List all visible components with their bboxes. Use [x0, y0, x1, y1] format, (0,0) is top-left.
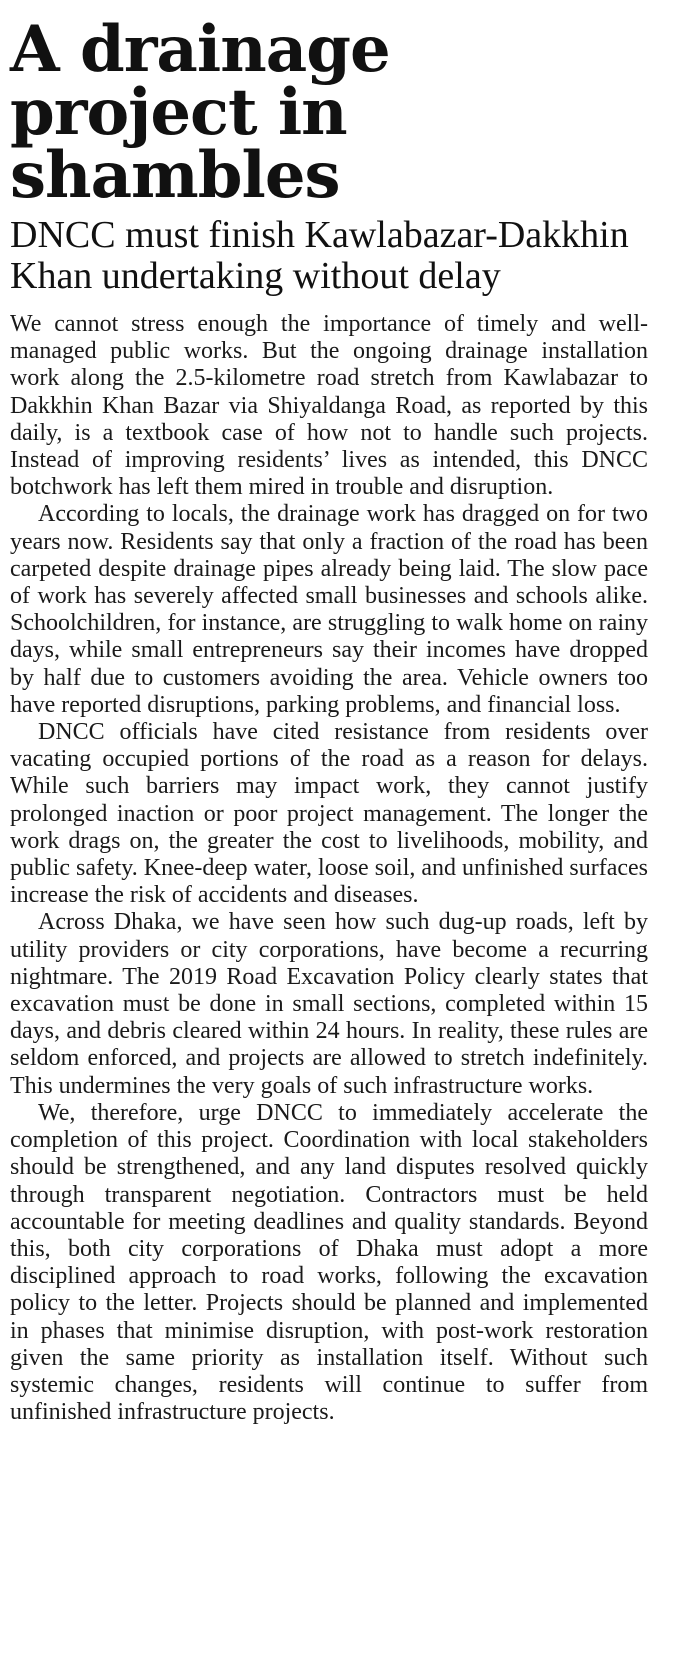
paragraph-3: DNCC officials have cited resistance from residents over vacating occupied portions of the road as a reason for delays. While such barriers may impact work, they cannot justify prolonged inaction or poor project management. The longer the work drags on, the greater the cost to livelihoods, mobility, and public safety. Knee-deep water, loose soil, and unfinished surfaces increase the risk of accidents and diseases. [10, 719, 648, 909]
paragraph-1: We cannot stress enough the importance of timely and well-managed public works. But the ongoing drainage installation work along the 2.5-kilometre road stretch from Kawlabazar to Dakkhin Khan Bazar via Shiyaldanga Road, as reported by this daily, is a textbook case of how not to handle such projects. Instead of improving residents’ lives as intended, this DNCC botchwork has left them mired in trouble and disruption. [10, 311, 648, 501]
subheadline: DNCC must finish Kawlabazar-Dakkhin Khan undertaking without delay [10, 214, 629, 297]
paragraph-4: Across Dhaka, we have seen how such dug-up roads, left by utility providers or city corporations, have become a recurring nightmare. The 2019 Road Excavation Policy clearly states that excavation must be done in small sections, completed within 15 days, and debris cleared within 24 hours. In reality, these rules are seldom enforced, and projects are allowed to stretch indefinitely. This undermines the very goals of such infrastructure works. [10, 909, 648, 1099]
headline: A drainage project in shambles [10, 12, 390, 213]
paragraph-5: We, therefore, urge DNCC to immediately accelerate the completion of this project. Coordination with local stakeholders should be strengthened, and any land disputes resolved quickly through transparent negotiation. Contractors must be held accountable for meeting deadlines and quality standards. Beyond this, both city corporations of Dhaka must adopt a more disciplined approach to road works, following the excavation policy to the letter. Projects should be planned and implemented in phases that minimise disruption, with post-work restoration given the same priority as installation itself. Without such systemic changes, residents will continue to suffer from unfinished infrastructure projects. [10, 1099, 648, 1426]
paragraph-2: According to locals, the drainage work has dragged on for two years now. Residents say that only a fraction of the road has been carpeted despite drainage pipes already being laid. The slow pace of work has severely affected small businesses and schools alike. Schoolchildren, for instance, are struggling to walk home on rainy days, while small entrepreneurs say their incomes have dropped by half due to customers avoiding the area. Vehicle owners too have reported disruptions, parking problems, and financial loss. [10, 501, 648, 718]
editorial-article [10, 12, 648, 1426]
article-body [10, 311, 648, 1426]
